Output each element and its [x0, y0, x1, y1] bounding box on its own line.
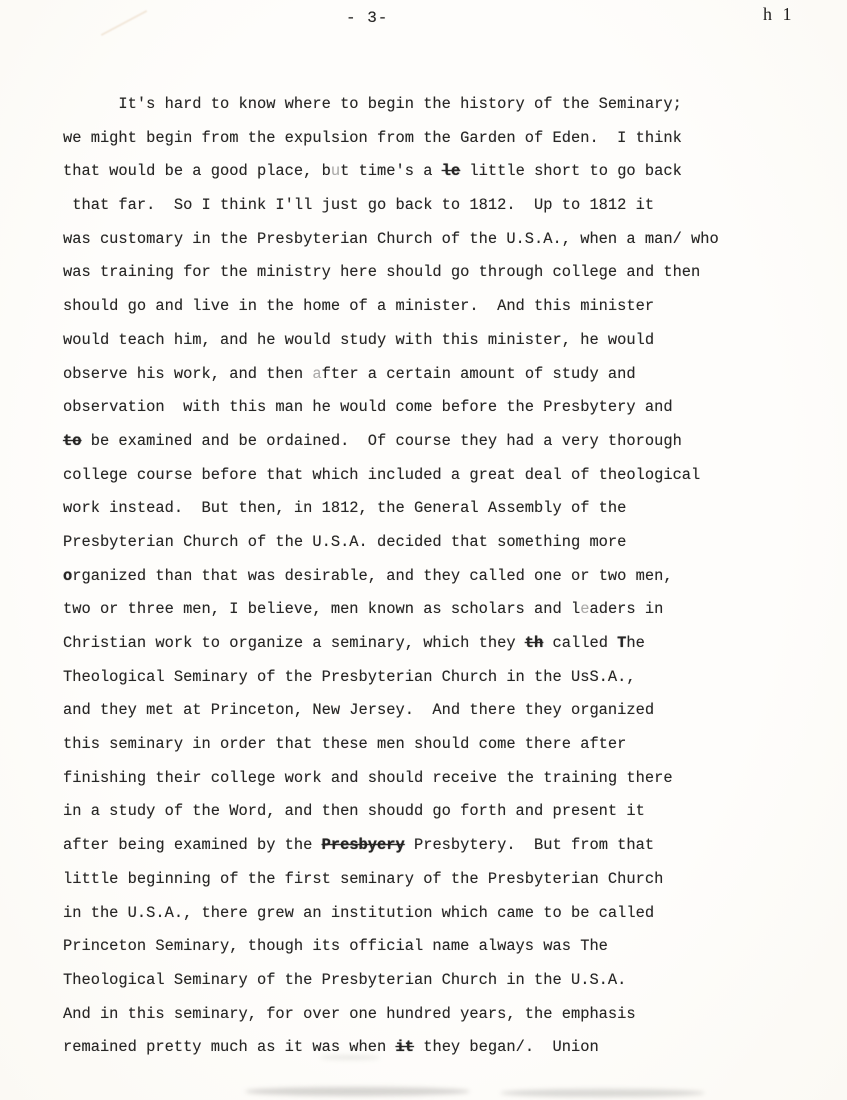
- text-line: [63, 223, 837, 257]
- text-segment: they began/. Union: [413, 1038, 599, 1057]
- text-segment: would teach him, and he would study with this minister, he would: [63, 330, 655, 349]
- text-line: [63, 694, 837, 728]
- text-line: [63, 256, 837, 290]
- document-body: [63, 88, 837, 1065]
- text-segment: we might begin from the expulsion from the Garden of Eden. I think: [63, 128, 682, 147]
- text-line: [63, 661, 837, 695]
- struck-out-word: to: [63, 431, 82, 450]
- bottom-edge-smudge: [500, 1089, 705, 1097]
- text-segment: finishing their college work and should receive the training there: [63, 768, 673, 787]
- text-segment: And in this seminary, for over one hundred years, the emphasis: [63, 1004, 636, 1023]
- struck-out-word: it: [395, 1038, 414, 1057]
- text-line: [63, 795, 837, 829]
- text-line: [63, 964, 837, 998]
- text-segment: he: [626, 634, 645, 652]
- text-segment: Presbyterian Church of the U.S.A. decided that something more: [63, 532, 627, 551]
- text-line: [63, 189, 837, 223]
- text-segment: was training for the ministry here should go through college and then: [63, 263, 701, 282]
- text-line: [63, 897, 837, 931]
- text-line: [63, 425, 837, 459]
- text-line: [63, 155, 837, 189]
- text-segment: was customary in the Presbyterian Church of the U.S.A., when a man/ who: [63, 229, 719, 248]
- struck-out-word: th: [524, 634, 544, 652]
- struck-out-word: Presbyery: [321, 836, 405, 855]
- text-segment: work instead. But then, in 1812, the General Assembly of the: [63, 499, 627, 518]
- text-line: [63, 324, 837, 358]
- text-line: [63, 492, 837, 526]
- text-line: [63, 762, 837, 796]
- text-segment: this seminary in order that these men should come there after: [63, 735, 627, 754]
- text-line: [63, 560, 837, 594]
- text-line: [63, 88, 837, 122]
- text-segment: a: [312, 364, 322, 383]
- text-segment: in the U.S.A., there grew an institution which came to be called: [63, 903, 655, 922]
- paper-scratch-mark: [101, 10, 148, 36]
- text-line: [63, 290, 837, 324]
- text-line: [63, 391, 837, 425]
- text-segment: Princeton Seminary, though its official name always was The: [63, 937, 608, 956]
- text-segment: little short to go back: [460, 162, 682, 181]
- struck-out-word: le: [441, 162, 461, 181]
- text-segment: T: [617, 634, 627, 652]
- text-segment: aders in: [589, 600, 664, 619]
- text-line: [63, 593, 837, 627]
- text-segment: be examined and be ordained. Of course they had a very thorough: [81, 431, 682, 450]
- page-number: - 3-: [346, 9, 389, 27]
- text-segment: u: [330, 162, 341, 181]
- text-segment: that would be a good place, b: [63, 162, 331, 181]
- text-segment: called: [543, 634, 618, 652]
- text-line: [63, 122, 837, 156]
- text-line: [63, 998, 837, 1032]
- text-segment: t time's a: [340, 162, 442, 181]
- text-segment: observe his work, and then: [63, 364, 313, 383]
- text-line: [63, 930, 837, 964]
- text-segment: rganized than that was desirable, and they called one or two men,: [72, 566, 673, 585]
- text-segment: Theological Seminary of the Presbyterian Church in the U.S.A.: [63, 970, 627, 989]
- text-line: [63, 1031, 837, 1065]
- paper-smudge: [320, 1055, 380, 1060]
- text-segment: observation with this man he would come before the Presbytery and: [63, 398, 673, 417]
- text-line: [63, 526, 837, 560]
- text-segment: that far. So I think I'll just go back to 1812. Up to 1812 it: [63, 196, 655, 215]
- text-segment: two or three men, I believe, men known as scholars and l: [63, 600, 581, 619]
- text-line: [63, 829, 837, 863]
- text-segment: Christian work to organize a seminary, which they: [63, 634, 525, 652]
- text-segment: o: [63, 566, 73, 585]
- text-line: [63, 627, 837, 661]
- bottom-edge-smudge: [245, 1087, 470, 1096]
- text-line: [63, 863, 837, 897]
- text-segment: and they met at Princeton, New Jersey. And there they organized: [63, 701, 655, 720]
- text-line: [63, 728, 837, 762]
- text-segment: remained pretty much as it was when: [63, 1038, 396, 1057]
- text-segment: college course before that which included a great deal of theological: [63, 465, 701, 484]
- text-segment: little beginning of the first seminary of the Presbyterian Church: [63, 869, 664, 888]
- text-segment: e: [580, 600, 590, 619]
- text-segment: in a study of the Word, and then shoudd go forth and present it: [63, 802, 645, 821]
- text-segment: should go and live in the home of a minister. And this minister: [63, 297, 655, 316]
- text-segment: It's hard to know where to begin the history of the Seminary;: [63, 95, 682, 113]
- text-segment: Theological Seminary of the Presbyterian Church in the UsS.A.,: [63, 667, 636, 686]
- text-line: [63, 358, 837, 392]
- text-segment: fter a certain amount of study and: [321, 364, 636, 383]
- text-segment: after being examined by the: [63, 836, 322, 855]
- handwritten-annotation: h 1: [763, 4, 795, 24]
- text-line: [63, 459, 837, 493]
- text-segment: Presbytery. But from that: [404, 836, 655, 855]
